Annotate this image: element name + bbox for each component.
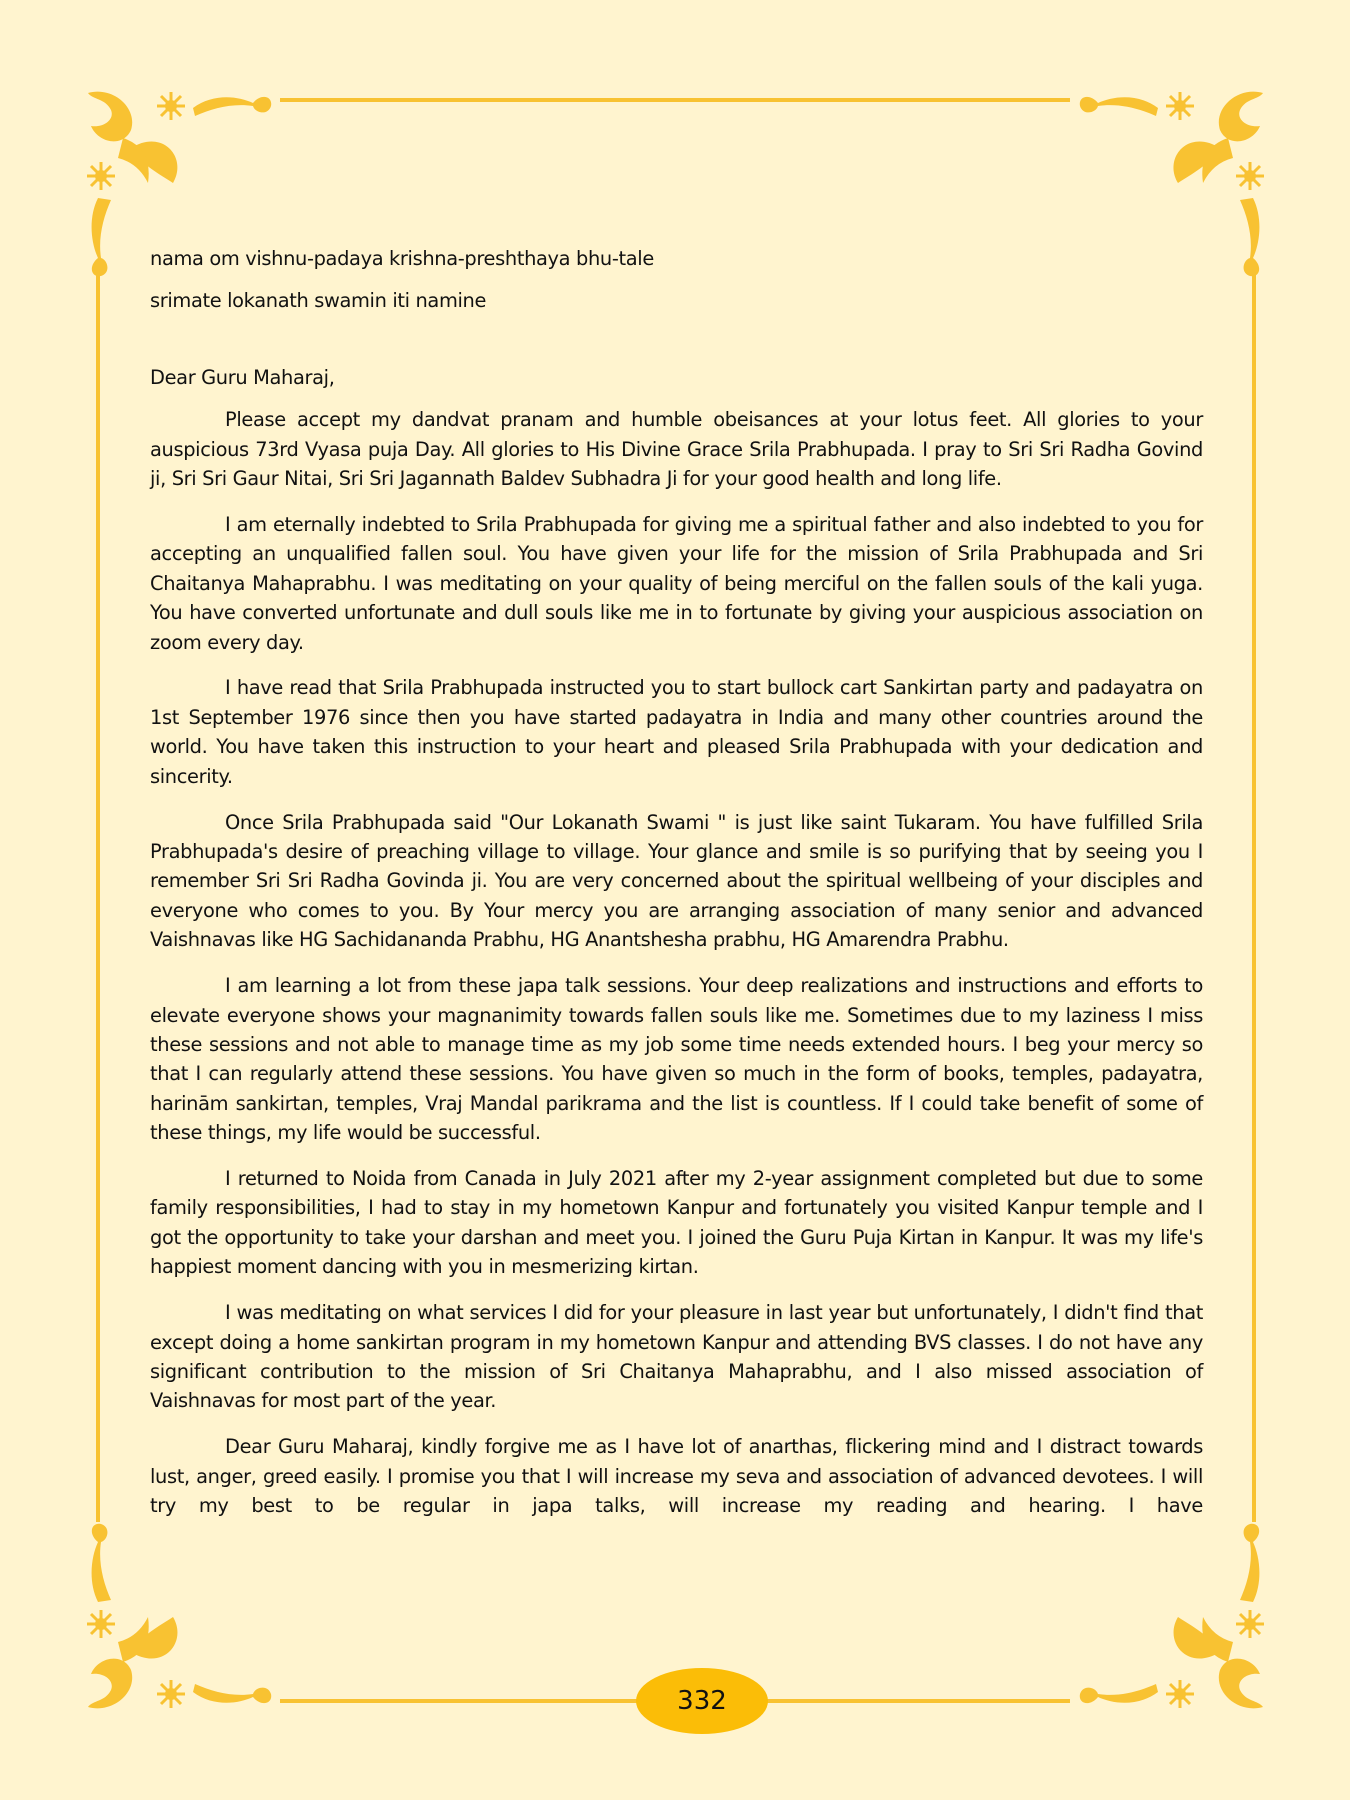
paragraph: Once Srila Prabhupada said "Our Lokanath Swami " is just like saint Tukaram. You have fulfilled Srila Prabhupada's desire of preaching village to village. Your glance and smile is so purifying that by seeing you I remember Sri Sri Radha Govinda ji. You are very concerned about the spiritual wellbeing of your disciples and everyone who comes to you. By Your mercy you are arranging association of many senior and advanced Vaishnavas like HG Sachidananda Prabhu, HG Anantshesha prabhu, HG Amarendra Prabhu. (150, 810, 1203, 952)
border-bottom-left (280, 1699, 640, 1703)
paragraph: Please accept my dandvat pranam and humble obeisances at your lotus feet. All glories to your auspicious 73rd Vyasa puja Day. All glories to His Divine Grace Srila Prabhupada. I pray to Sri Sri Radha Govind ji, Sri Sri Gaur Nitai, Sri Sri Jagannath Baldev Subhadra Ji for your good health and long life. (150, 408, 1203, 491)
paragraph: I returned to Noida from Canada in July 2021 after my 2-year assignment completed but due to some family responsibilities, I had to stay in my hometown Kanpur and fortunately you visited Kanpur temple and I got the opportunity to take your darshan and meet you. I joined the Guru Puja Kirtan in Kanpur. It was my life's happiest moment dancing with you in mesmerizing kirtan. (150, 1167, 1203, 1279)
border-top (280, 98, 1070, 102)
paragraph: Dear Guru Maharaj, kindly forgive me as I have lot of anarthas, flickering mind and I distract towards lust, anger, greed easily. I promise you that I will increase my seva and association of advanced devotees. I will try my best to be regular in japa talks, will increase my reading and hearing. I have (150, 1435, 1203, 1518)
salutation: Dear Guru Maharaj, (150, 365, 335, 389)
paragraph: I was meditating on what services I did for your pleasure in last year but unfortunately, I didn't find that except doing a home sankirtan program in my hometown Kanpur and attending BVS classes. I do not have any significant contribution to the mission of Sri Chaitanya Mahaprabhu, and I also missed association of Vaishnavas for most part of the year. (150, 1301, 1203, 1413)
paragraph: I am learning a lot from these japa talk sessions. Your deep realizations and instructions and efforts to elevate everyone shows your magnanimity towards fallen souls like me. Sometimes due to my laziness I miss these sessions and not able to manage time as my job some time needs extended hours. I beg your mercy so that I can regularly attend these sessions. You have given so much in the form of books, temples, padayatra, harinām sankirtan, temples, Vraj Mandal parikrama and the list is countless. If I could take benefit of some of these things, my life would be successful. (150, 974, 1203, 1145)
border-right (1252, 272, 1256, 1522)
paragraph: I have read that Srila Prabhupada instructed you to start bullock cart Sankirtan party and padayatra on 1st September 1976 since then you have started padayatra in India and many other countries around the world. You have taken this instruction to your heart and pleased Srila Prabhupada with your dedication and sincerity. (150, 676, 1203, 788)
border-bottom-right (764, 1699, 1070, 1703)
letter-body (150, 244, 1203, 1537)
corner-ornament-bottom-right (1068, 1512, 1268, 1712)
paragraph: I am eternally indebted to Srila Prabhupada for giving me a spiritual father and also indebted to you for accepting an unqualified fallen soul. You have given your life for the mission of Srila Prabhupada and Sri Chaitanya Mahaprabhu. I was meditating on your quality of being merciful on the fallen souls of the kali yuga. You have converted unfortunate and dull souls like me in to fortunate by giving your auspicious association on zoom every day. (150, 512, 1203, 654)
page-number: 332 (636, 1668, 768, 1734)
border-left (96, 272, 100, 1522)
verse-line: srimate lokanath swamin iti namine (150, 289, 487, 313)
verse-line: nama om vishnu-padaya krishna-preshthaya bhu-tale (150, 247, 654, 270)
corner-ornament-bottom-left (83, 1512, 283, 1712)
